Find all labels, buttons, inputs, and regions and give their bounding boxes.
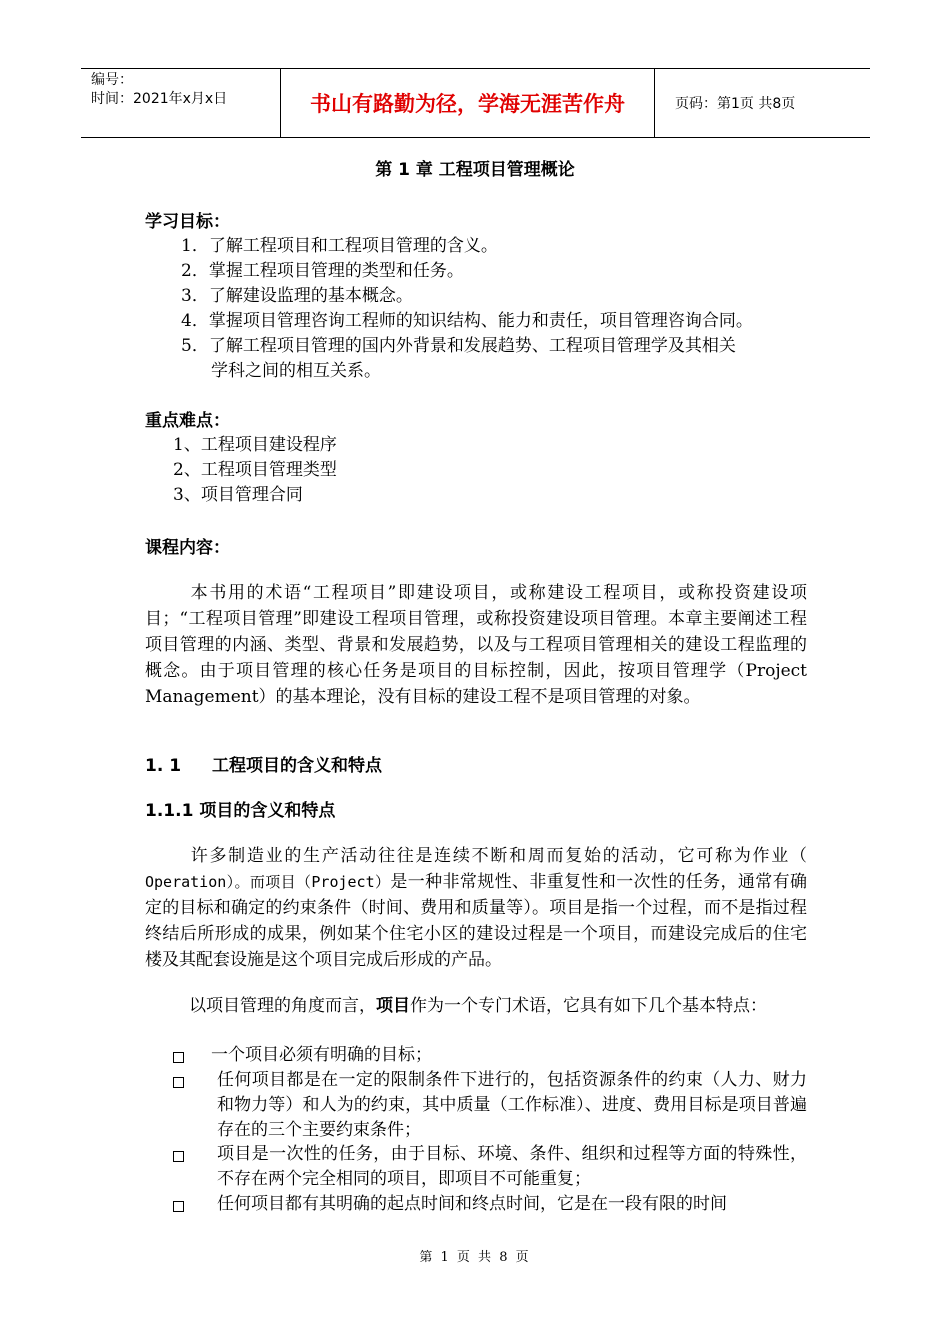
key-points-heading: 重点难点： (145, 411, 230, 431)
para2-text-b: 作为一个专门术语，它具有如下几个基本特点： (410, 996, 767, 1016)
key-point-item: 3、项目管理合同 (173, 485, 303, 505)
project-features-intro (145, 993, 807, 1019)
para2-bold-term: 项目 (376, 996, 410, 1016)
bullet-square-icon (173, 1077, 184, 1088)
objective-item: 5．了解工程项目管理的国内外背景和发展趋势、工程项目管理学及其相关 (181, 336, 736, 356)
intro-text: 本书用的术语“工程项目”即建设项目，或称建设工程项目，或称投资建设项目；“工程项目管理”即建设工程项目管理，或称投资建设项目管理。本章主要阐述工程项目管理的内涵、类型、背景和发展趋势，以及与工程项目管理相关的建设工程监理的概念。由于项目管理的核心任务是项目的目标控制，因此，按项目管理学（Project Management）的基本理论，没有目标的建设工程不是项目管理的对象。 (145, 583, 807, 707)
objective-item-continued: 学科之间的相互关系。 (211, 361, 381, 381)
bullet-item: 任何项目都有其明确的起点时间和终点时间，它是在一段有限的时间 (217, 1194, 727, 1214)
bullet-item: 任何项目都是在一定的限制条件下进行的，包括资源条件的约束（人力、财力和物力等）和人为的约束，其中质量（工作标准）、进度、费用目标是项目普遍存在的三个主要约束条件； (217, 1070, 807, 1140)
key-point-item: 1、工程项目建设程序 (173, 435, 337, 455)
bullet-square-icon (173, 1151, 184, 1162)
para1-text-a: 许多制造业的生产活动往往是连续不断和周而复始的活动，它可称为作业（ (189, 846, 807, 866)
subsection-title: 1.1.1 项目的含义和特点 (145, 801, 336, 821)
motto: 书山有路勤为径，学海无涯苦作舟 (281, 69, 655, 137)
chapter-title: 第 1 章 工程项目管理概论 (375, 160, 575, 180)
para2-text-a: 以项目管理的角度而言， (189, 996, 376, 1016)
date-label: 时间：2021年x月x日 (91, 91, 228, 107)
page-code: 页码：第1页 共8页 (675, 96, 796, 112)
para1-text-mono: Operation）。而项目（Project） (145, 873, 391, 891)
bullet-square-icon (173, 1052, 184, 1063)
project-definition-paragraph (145, 843, 807, 973)
section-number: 1. 1 (145, 756, 182, 776)
bullet-square-icon (173, 1201, 184, 1212)
page-footer: 第 1 页 共 8 页 (419, 1250, 531, 1265)
content-heading: 课程内容： (145, 538, 230, 558)
bullet-item: 一个项目必须有明确的目标； (211, 1045, 432, 1065)
page-code-cell (665, 69, 870, 137)
para1-text-b: 是一种非常规性、非重复性和一次性的任务，通常有确定的目标和确定的约束条件（时间、费用和质量等）。项目是指一个过程，而不是指过程终结后所形成的成果，例如某个住宅小区的建设过程是一个项目，而建设完成后的住宅楼及其配套设施是这个项目完成后形成的产品。 (145, 872, 807, 970)
header-table (81, 68, 870, 138)
objective-item: 4．掌握项目管理咨询工程师的知识结构、能力和责任，项目管理咨询合同。 (181, 311, 753, 331)
section-title: 工程项目的含义和特点 (212, 756, 382, 776)
key-point-item: 2、工程项目管理类型 (173, 460, 337, 480)
number-label: 编号： (91, 72, 133, 88)
objective-item: 2．掌握工程项目管理的类型和任务。 (181, 261, 464, 281)
objectives-heading: 学习目标： (145, 212, 230, 232)
header-meta-cell (81, 69, 281, 137)
objective-item: 3．了解建设监理的基本概念。 (181, 286, 413, 306)
bullet-item: 项目是一次性的任务，由于目标、环境、条件、组织和过程等方面的特殊性，不存在两个完全相同的项目，即项目不可能重复； (217, 1144, 807, 1189)
objective-item: 1．了解工程项目和工程项目管理的含义。 (181, 236, 498, 256)
intro-paragraph (145, 580, 807, 710)
